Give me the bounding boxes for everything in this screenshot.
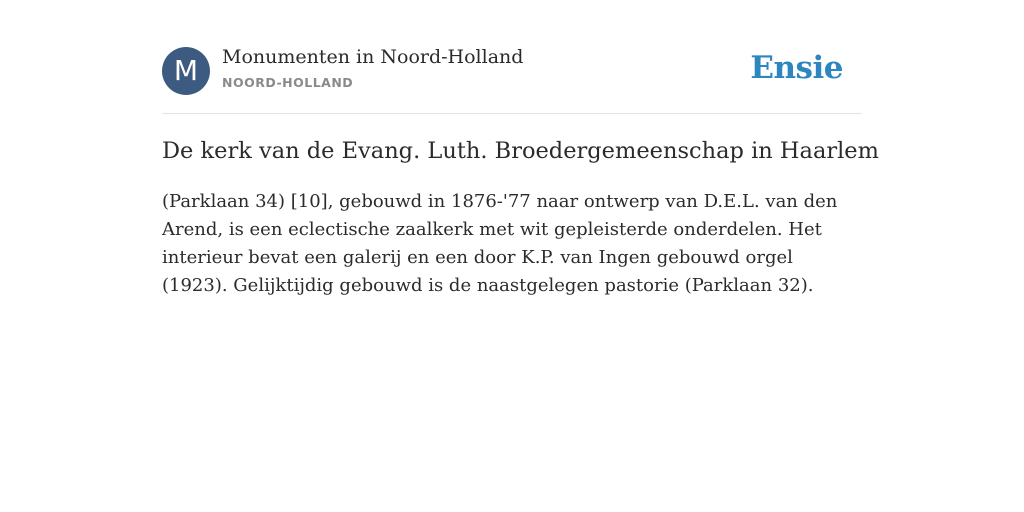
article-body: (Parklaan 34) [10], gebouwd in 1876-'77 naar ontwerp van D.E.L. van den Arend, is een eclectische zaalkerk met wit gepleisterde onderdelen. Het interieur bevat een galerij en een door K.P. van Ingen gebouwd orgel (1923). Gelijktijdig gebouwd is de naastgelegen pastorie (Parklaan 32). [162, 191, 838, 296]
brand-logo[interactable]: Ensie [750, 50, 843, 86]
source-subtitle[interactable]: NOORD-HOLLAND [222, 75, 354, 90]
article-title: De kerk van de Evang. Luth. Broedergemeenschap in Haarlem [162, 138, 879, 164]
avatar[interactable]: M [162, 47, 210, 95]
entry-card [162, 46, 879, 300]
entry-header [162, 46, 862, 114]
source-title[interactable]: Monumenten in Noord-Holland [222, 46, 524, 68]
